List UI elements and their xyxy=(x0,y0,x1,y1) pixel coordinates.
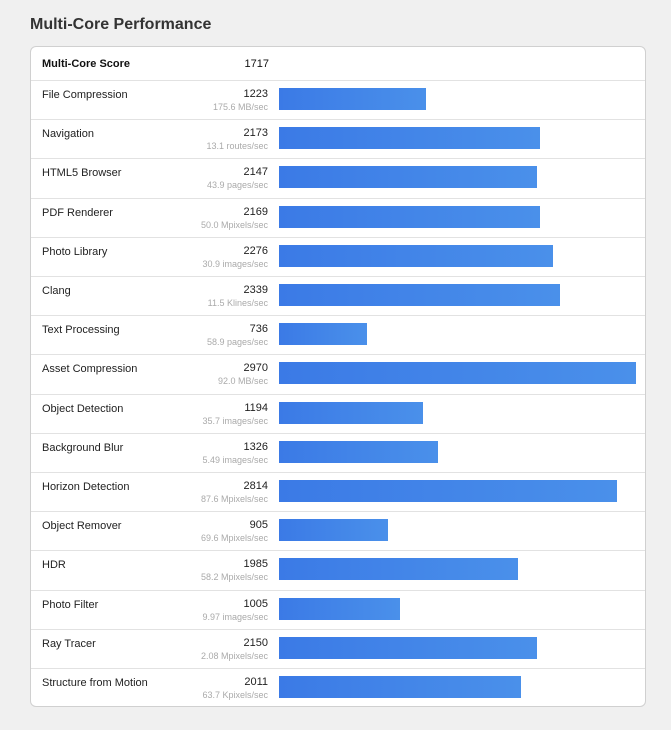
score-bar xyxy=(279,127,540,149)
benchmark-throughput: 11.5 Klines/sec xyxy=(207,298,268,308)
benchmark-row xyxy=(31,591,645,630)
benchmark-throughput: 92.0 MB/sec xyxy=(217,376,268,387)
benchmark-name: PDF Renderer xyxy=(42,206,113,219)
benchmark-row xyxy=(31,277,645,316)
benchmark-throughput: 58.2 Mpixels/sec xyxy=(200,572,268,583)
page-title: Multi-Core Performance xyxy=(30,16,212,33)
benchmark-throughput: 5.49 images/sec xyxy=(202,454,268,465)
benchmark-name: Photo Library xyxy=(42,245,108,258)
benchmark-name: Text Processing xyxy=(42,324,120,337)
score-bar xyxy=(279,245,553,267)
score-bar xyxy=(279,519,388,541)
score-bar xyxy=(279,284,560,306)
benchmark-score: 2970 xyxy=(243,362,268,375)
benchmark-score: 2011 xyxy=(244,676,268,688)
benchmark-throughput: 58.9 pages/sec xyxy=(206,337,268,348)
benchmark-row xyxy=(31,551,645,590)
benchmark-score: 736 xyxy=(249,323,268,336)
score-bar xyxy=(279,166,537,188)
benchmark-name: HDR xyxy=(42,559,66,572)
benchmark-score: 905 xyxy=(249,519,268,532)
summary-row xyxy=(31,47,645,81)
benchmark-name: Structure from Motion xyxy=(42,677,148,689)
benchmark-name: File Compression xyxy=(42,89,128,101)
benchmark-row xyxy=(31,120,645,159)
benchmark-throughput: 9.97 images/sec xyxy=(202,611,268,622)
benchmark-score: 2173 xyxy=(243,127,268,140)
summary-label: Multi-Core Score xyxy=(42,58,131,70)
benchmark-row xyxy=(31,669,645,707)
summary-score: 1717 xyxy=(244,58,269,70)
score-bar xyxy=(279,637,537,659)
benchmark-row xyxy=(31,630,645,669)
benchmark-row xyxy=(31,473,645,512)
benchmark-name: Navigation xyxy=(42,128,94,141)
benchmark-throughput: 13.1 routes/sec xyxy=(206,141,268,152)
score-bar xyxy=(279,441,438,463)
benchmark-score: 2169 xyxy=(243,205,268,218)
benchmark-score: 2276 xyxy=(243,244,268,257)
benchmark-score: 1985 xyxy=(243,558,268,571)
benchmark-throughput: 30.9 images/sec xyxy=(202,258,268,269)
benchmark-throughput: 50.0 Mpixels/sec xyxy=(200,219,268,230)
score-bar xyxy=(279,206,540,228)
benchmark-name: Object Remover xyxy=(42,520,122,533)
benchmark-throughput: 175.6 MB/sec xyxy=(212,102,268,112)
benchmark-name: Object Detection xyxy=(42,402,124,415)
results-card xyxy=(30,46,646,707)
benchmark-score: 2814 xyxy=(243,480,268,492)
benchmark-row xyxy=(31,159,645,198)
benchmark-score: 1005 xyxy=(243,597,268,610)
benchmark-name: Asset Compression xyxy=(42,363,138,376)
benchmark-throughput: 35.7 images/sec xyxy=(202,415,268,426)
benchmark-row xyxy=(31,395,645,434)
benchmark-row xyxy=(31,355,645,394)
benchmark-row xyxy=(31,199,645,238)
benchmark-name: Background Blur xyxy=(42,441,124,454)
benchmark-score: 2339 xyxy=(243,284,268,296)
benchmark-throughput: 69.6 Mpixels/sec xyxy=(200,533,268,544)
benchmark-row xyxy=(31,512,645,551)
benchmark-name: Horizon Detection xyxy=(42,481,130,493)
benchmark-name: Photo Filter xyxy=(42,598,99,611)
benchmark-throughput: 43.9 pages/sec xyxy=(206,180,268,191)
benchmark-row xyxy=(31,316,645,355)
benchmark-row xyxy=(31,81,645,120)
benchmark-name: HTML5 Browser xyxy=(42,167,122,180)
benchmark-name: Clang xyxy=(42,285,71,297)
benchmark-row xyxy=(31,434,645,473)
benchmark-score: 2147 xyxy=(243,166,268,179)
benchmark-throughput: 2.08 Mpixels/sec xyxy=(200,650,268,661)
benchmark-row xyxy=(31,238,645,277)
benchmark-throughput: 63.7 Kpixels/sec xyxy=(202,690,268,700)
score-bar xyxy=(279,598,400,620)
benchmark-score: 1223 xyxy=(243,88,268,100)
benchmark-score: 1326 xyxy=(243,440,268,453)
benchmark-name: Ray Tracer xyxy=(42,637,96,650)
score-bar xyxy=(279,676,521,698)
score-bar xyxy=(279,558,518,580)
benchmark-throughput: 87.6 Mpixels/sec xyxy=(200,494,268,504)
score-bar xyxy=(279,480,617,502)
benchmark-score: 1194 xyxy=(244,401,268,414)
score-bar xyxy=(279,402,423,424)
score-bar xyxy=(279,88,426,110)
score-bar xyxy=(279,362,636,384)
score-bar xyxy=(279,323,367,345)
benchmark-score: 2150 xyxy=(243,636,268,649)
